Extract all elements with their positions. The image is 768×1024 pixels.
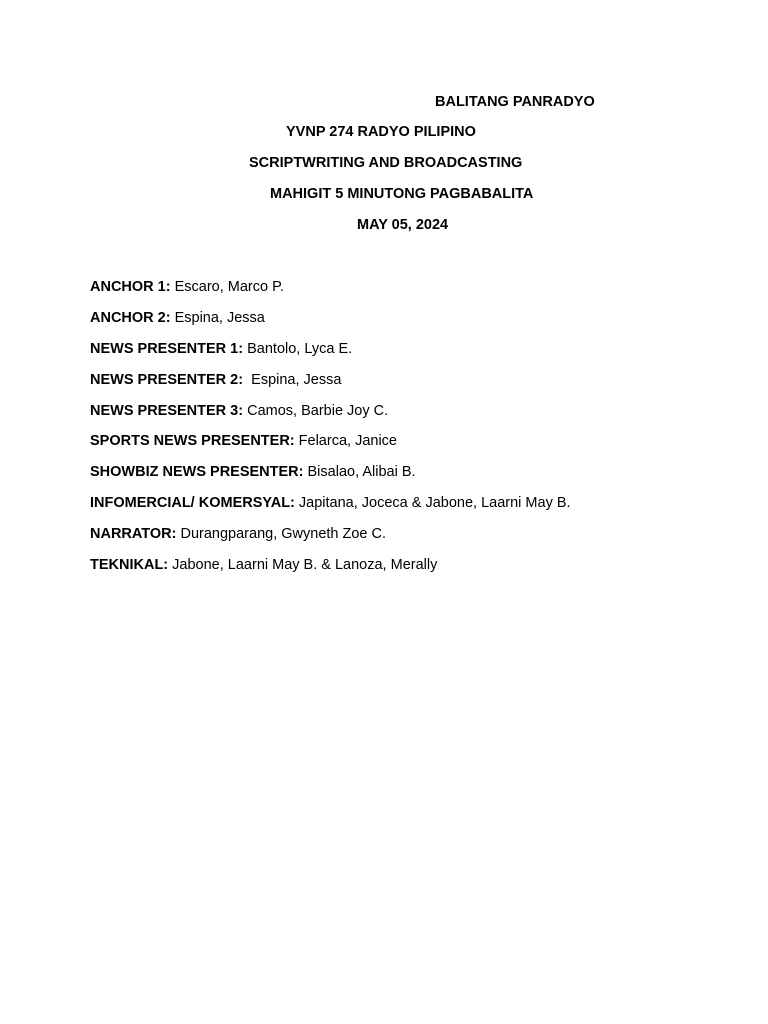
credit-role: NEWS PRESENTER 3: xyxy=(90,402,244,419)
credit-name: Camos, Barbie Joy C. xyxy=(243,402,389,419)
credit-role: TEKNIKAL: xyxy=(90,557,169,574)
credit-role: SPORTS NEWS PRESENTER: xyxy=(90,433,295,450)
subject-title: SCRIPTWRITING AND BROADCASTING xyxy=(249,155,523,171)
credit-name: Escaro, Marco P. xyxy=(170,279,284,295)
credit-name: Espina, Jessa xyxy=(243,371,342,388)
segment-duration: MAHIGIT 5 MINUTONG PAGBABALITA xyxy=(270,186,534,202)
program-title: BALITANG PANRADYO xyxy=(435,94,595,110)
credit-row-anchor-2 xyxy=(90,309,571,340)
credit-role: ANCHOR 2: xyxy=(90,309,171,326)
credit-name: Jabone, Laarni May B. & Lanoza, Merally xyxy=(168,557,438,574)
credits-list xyxy=(90,278,571,587)
credit-role: NEWS PRESENTER 2: xyxy=(90,371,244,388)
credit-row-infomercial xyxy=(90,494,571,525)
credit-row-news-presenter-2 xyxy=(90,371,571,402)
credit-row-teknikal xyxy=(90,556,571,587)
credit-role: INFOMERCIAL/ KOMERSYAL: xyxy=(90,495,295,512)
credit-name: Bantolo, Lyca E. xyxy=(243,340,353,357)
credit-row-showbiz-news-presenter xyxy=(90,463,571,494)
credit-name: Bisalao, Alibai B. xyxy=(303,464,416,481)
credit-row-sports-news-presenter xyxy=(90,432,571,463)
credit-role: NEWS PRESENTER 1: xyxy=(90,340,244,357)
course-title: YVNP 274 RADYO PILIPINO xyxy=(286,124,476,140)
credit-role: NARRATOR: xyxy=(90,526,177,543)
credit-row-anchor-1 xyxy=(90,278,571,309)
credit-row-narrator xyxy=(90,525,571,556)
credit-name: Felarca, Janice xyxy=(294,433,397,450)
credit-role: SHOWBIZ NEWS PRESENTER: xyxy=(90,464,304,481)
document-date: MAY 05, 2024 xyxy=(357,217,449,233)
credit-role: ANCHOR 1: xyxy=(90,279,171,295)
credit-name: Durangparang, Gwyneth Zoe C. xyxy=(176,526,387,543)
credit-name: Japitana, Joceca & Jabone, Laarni May B. xyxy=(294,495,571,512)
credit-row-news-presenter-1 xyxy=(90,340,571,371)
credit-name: Espina, Jessa xyxy=(170,309,265,326)
credit-row-news-presenter-3 xyxy=(90,402,571,433)
